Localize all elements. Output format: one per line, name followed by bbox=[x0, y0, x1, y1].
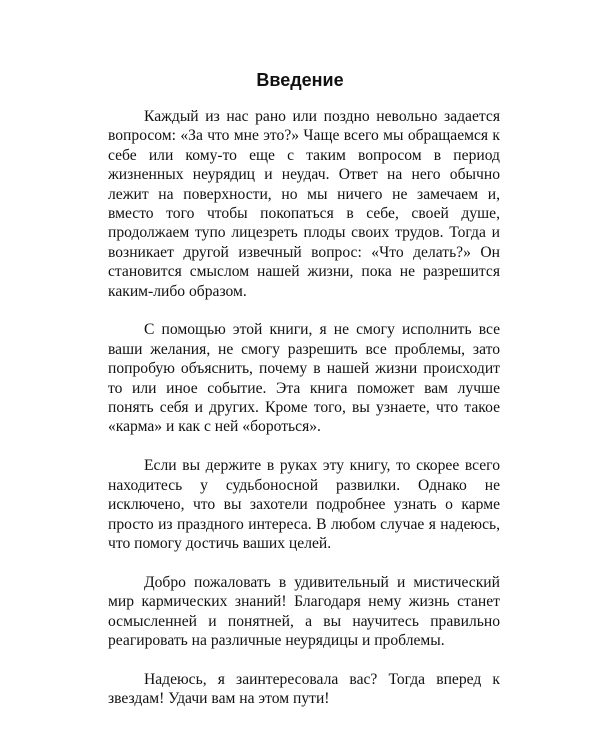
body-text bbox=[108, 107, 500, 709]
paragraph-3: Если вы держите в руках эту книгу, то скорее всего находитесь у судьбоносной развилки. Однако не исключено, что вы захотели подробнее узнать о карме просто из праздного интереса. В любом случае я надеюсь, что помогу достичь ваших целей. bbox=[108, 457, 500, 552]
paragraph-2: С помощью этой книги, я не смогу исполнить все ваши желания, не смогу разрешить все проблемы, зато попробую объяснить, почему в нашей жизни происходит то или иное событие. Эта книга поможет вам лучше понять себя и других. Кроме того, вы узнаете, что такое «карма» и как с ней «бороться». bbox=[108, 321, 500, 436]
paragraph-1: Каждый из нас рано или поздно невольно задается вопросом: «За что мне это?» Чаще всего мы обращаемся к себе или кому-то еще с таким вопросом в период жизненных неурядиц и неудач. Ответ на него обычно лежит на поверхности, но мы ничего не замечаем и, вместо того чтобы покопаться в себе, своей душе, продолжаем тупо лицезреть плоды своих трудов. Тогда и возникает другой извечный вопрос: «Что делать?» Он становится смыслом нашей жизни, пока не разрешится каким-либо образом. bbox=[108, 108, 500, 300]
page-title: Введение bbox=[256, 70, 344, 90]
paragraph-4: Добро пожаловать в удивительный и мистический мир кармических знаний! Благодаря нему жизнь станет осмысленней и понятней, а вы научитесь правильно реагировать на различные неурядицы и проблемы. bbox=[108, 573, 500, 649]
paragraph-5: Надеюсь, я заинтересовала вас? Тогда вперед к звездам! Удачи вам на этом пути! bbox=[108, 670, 500, 708]
